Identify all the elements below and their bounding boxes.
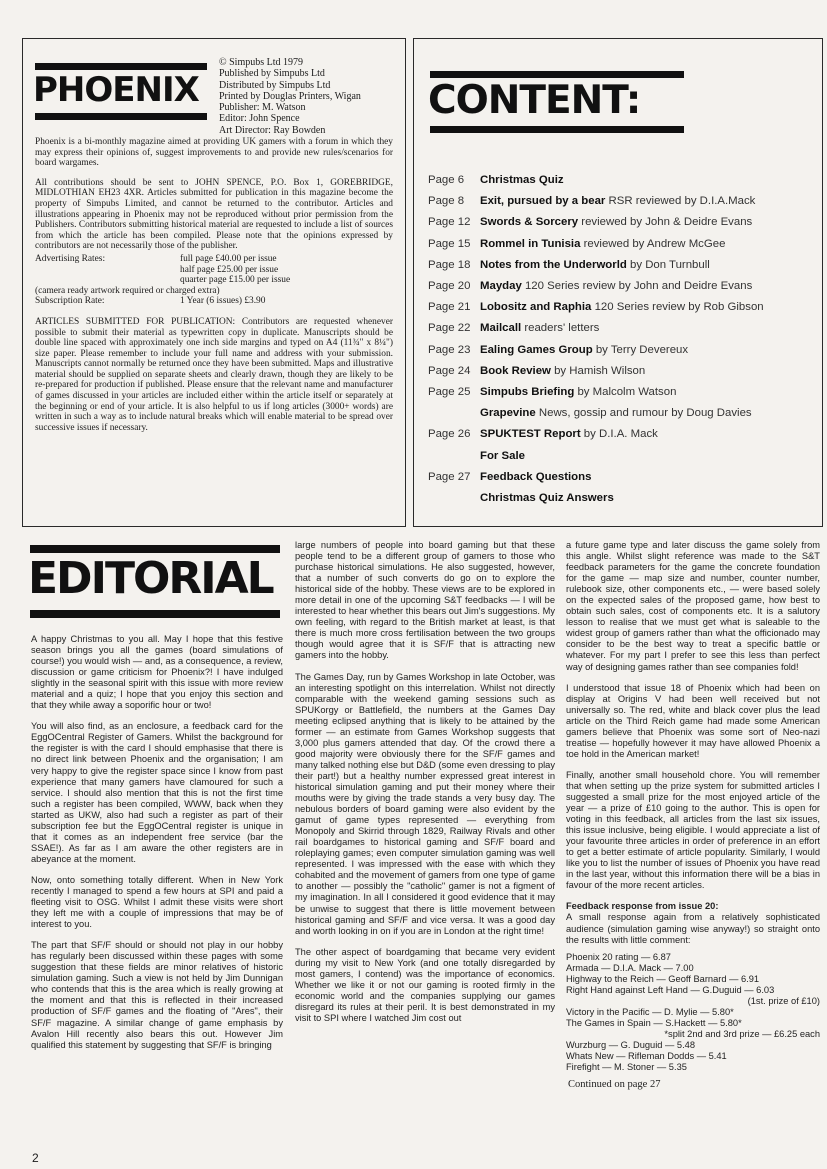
contents-row <box>428 344 688 362</box>
page-number: 2 <box>32 1151 39 1165</box>
contents-title: Book Review <box>480 364 551 377</box>
contents-title: Mayday <box>480 280 522 292</box>
result-row: (1st. prize of £10) <box>747 995 820 1006</box>
contents-title: Ealing Games Group <box>480 343 593 356</box>
result-row: Firefight — M. Stoner — 5.35 <box>566 1062 687 1073</box>
paragraph: The part that SF/F should or should not play in our hobby has regularly been discussed within these pages with some suggestion that these fields are minor relatives of historic simulation gaming. Such a view is not held by Jim Dunnigan who contends that this is the area which is really growing at the moment and that this is reflected in their increased production of SF/F games and the floating of "Ares", their SF/F magazine. A similar change of game emphasis by Avalon Hill recently also bears this out. However Jim qualified this statement by suggesting that SF/F is bringing <box>31 940 283 1050</box>
camera-note: (camera ready artwork required or charged extra) <box>35 285 220 296</box>
contents-description: by Malcolm Watson <box>577 386 677 398</box>
paragraph: The Games Day, run by Games Workshop in late October, was an interesting spotlight on this interrelation. Whilst not directly comparable with the weekend gaming sessions such as SPUKorgy or Battlefield, the numbers at the Games Day meeting eclipsed anything that is likely to be attained by the former — an estimate from Games Workshop suggests that 3,000 plus gamers attended that day. Of the crowd there a good majority were obviously there for the SF/F games and many talked nothing else but D&D (some even dressing to play their part!) but a healthy number expressed great interest in historical simulation gaming and put their money where their mouths were by giving the trade stands a very busy day. The nebulous borders of board gaming were also evident by the gamut of game types represented — everything from Monopoly and Skirrid through 1829, Railway Rivals and other rail boardgames to historical gaming and SF/F board and roleplaying games; even computer simulation gaming was well represented. I was impressed with the ease with which they cohabited and the movement of gamers from one type of game to another — possibly the "catholic" gamer is not a figment of my imagination. In all I considered it good evidence that it may be unwise to suggest that there is little movement between historical gaming and SF/F and vice versa. It was a good day and worth looking in on if you are in London at the right time! <box>295 671 555 936</box>
result-row: Armada — D.I.A. Mack — 7.00 <box>566 962 694 973</box>
contents-page-number: Page 27 <box>428 470 471 483</box>
result-row: Whats New — Rifleman Dodds — 5.41 <box>566 1051 727 1062</box>
contents-row <box>428 238 725 256</box>
masthead-panel <box>22 38 406 527</box>
contents-row <box>428 195 755 213</box>
articles-text: ARTICLES SUBMITTED FOR PUBLICATION: Contributors are requested whenever possible to submit their material as typewritten copy in duplicate. Manuscripts should be double line spaced with approximately one inch side margins and typed on A4 (11¾" x 8¼") size paper. Please remember to include your full name and address with your submission. Manuscripts cannot normally be returned once they have been submitted. Maps and illustrative material should be supplied on separate sheets and clearly drawn, though they are likely to be re-prepared for production if published. Please ensure that the relevant name and manufacturer of games discussed in your articles are included either within the article itself or separately at the beginning or end of your article. It is also helpful to us if long articles (3000+ words) are written in such a way as to include natural breaks which will enable material to be spread over successive issues if necessary. <box>35 316 393 433</box>
contents-page-number: Page 18 <box>428 258 471 271</box>
rate-row: full page £40.00 per issue <box>180 253 277 264</box>
contents-description: 120 Series review by Rob Gibson <box>594 301 764 314</box>
contents-title: Mailcall <box>480 322 522 335</box>
contents-page-number: Page 20 <box>428 280 471 292</box>
logo-bottom-rule <box>35 113 207 120</box>
phoenix-logo: PHOENIX <box>33 70 199 110</box>
credit-line: Published by Simpubs Ltd <box>219 68 325 80</box>
masthead-body <box>35 137 393 442</box>
contents-title: Grapevine <box>480 407 536 420</box>
result-row: Wurzburg — G. Duguid — 5.48 <box>566 1039 696 1050</box>
contents-row <box>480 407 752 425</box>
contents-description: by Terry Devereux <box>595 343 689 356</box>
contents-title: SPUKTEST Report <box>480 428 581 441</box>
contents-description: News, gossip and rumour by Doug Davies <box>538 407 752 420</box>
contents-page-number: Page 22 <box>428 322 471 335</box>
contents-page-number: Page 12 <box>428 216 471 229</box>
contents-row <box>428 174 564 192</box>
contents-row <box>428 301 764 319</box>
credit-line: Editor: John Spence <box>219 113 300 125</box>
paragraph: You will also find, as an enclosure, a feedback card for the EggOCentral Register of Gamers. Whilst the background for the register is with the card I should emphasise that there is no direct link between Phoenix and the organisation; I am very happy to give the register space since I know from past experience that many gamers have clamoured for such a service. I should also mention that this is not the first time such a register has been compiled, WWW, back when they started as UKW, also had such a register as part of their subscription fee but the EggOCentral register is unique in that it comes as an independent free service (bar the SSAE!). As far as I am aware the other registers are in abeyance at the moment. <box>31 721 283 864</box>
intro-text: Phoenix is a bi-monthly magazine aimed at providing UK gamers with a forum in which they may express their opinions of, suggest improvements to and provide new rules/scenarios for board wargames. <box>35 137 393 169</box>
feedback-results <box>566 952 820 1074</box>
rates-table <box>35 254 393 307</box>
contents-page-number: Page 15 <box>428 237 471 250</box>
feedback-heading: Feedback response from issue 20: <box>566 901 719 912</box>
contents-description: reviewed by John & Deidre Evans <box>581 216 753 229</box>
advertising-label: Advertising Rates: <box>35 253 106 264</box>
contents-page-number: Page 8 <box>428 195 465 208</box>
paragraph: The other aspect of boardgaming that became very evident during my visit to New York (and one totally disregarded by most gamers, I contend) was the importance of economics. Whether we like it or not our gaming is rooted firmly in the economic world and the companies supplying our games disregard its rules at their peril. It is best demonstrated in my visit to SPI where I watched Jim cost out <box>295 946 555 1023</box>
editorial-column-3 <box>566 540 820 1090</box>
credit-line: Distributed by Simpubs Ltd <box>219 79 331 91</box>
contents-page-number: Page 6 <box>428 174 465 186</box>
credit-line: Publisher: M. Watson <box>219 102 306 114</box>
publisher-credits <box>219 57 399 136</box>
contents-title: Rommel in Tunisia <box>480 237 581 250</box>
contents-title: Christmas Quiz Answers <box>480 492 614 504</box>
feedback-intro: A small response again from a relatively sophisticated audience (simulation gaming wise anyway!) so straight onto the results with little comment: <box>566 912 820 945</box>
editorial-top-rule <box>30 545 280 553</box>
credit-line: Art Director: Ray Bowden <box>219 124 326 136</box>
contents-title: Christmas Quiz <box>480 174 564 186</box>
contents-row <box>428 386 676 404</box>
contents-row <box>480 492 614 510</box>
contents-page-number: Page 21 <box>428 301 471 314</box>
contents-page-number: Page 25 <box>428 386 471 398</box>
subscription-value: 1 Year (6 issues) £3.90 <box>180 296 266 307</box>
logo-top-rule <box>35 63 207 70</box>
contents-description: by D.I.A. Mack <box>583 428 658 441</box>
contents-row <box>428 471 591 489</box>
contents-title: Feedback Questions <box>480 470 592 483</box>
contents-row <box>428 428 658 446</box>
contents-row <box>428 322 599 340</box>
continued-note: Continued on page 27 <box>568 1079 661 1091</box>
result-row: Victory in the Pacific — D. Mylie — 5.80* <box>566 1006 734 1017</box>
editorial-column-1 <box>31 634 283 1061</box>
contents-heading: CONTENT: <box>428 78 641 123</box>
contents-title: Notes from the Underworld <box>480 258 627 271</box>
editorial-column-2 <box>295 540 555 1034</box>
contents-row <box>428 280 752 298</box>
paragraph: a future game type and later discuss the game solely from this angle. Whilst slight reference was made to the S&T feedback parameters for the game the concrete foundation for the game — map size and number, counter number, rulebook size, other components etc., — were based solely on the expected sales of the proposed game, how best to obtain such sales, cost of components etc. It is a salutory lesson to realise that we must get what is saleable to the widest group of gamers rather than what the officionado may consider to be the best way to treat a specific battle or whatever. For my part I prefer to see this less than perfect way of designing games rather than see companies fold! <box>566 540 820 672</box>
credit-line: © Simpubs Ltd 1979 <box>219 57 303 68</box>
contents-description: 120 Series review by John and Deidre Evans <box>524 280 753 292</box>
paragraph: Now, onto something totally different. When in New York recently I managed to spend a few hours at SPI and paid a fleeting visit to OSG. Whilst I admit these visits were short they left me with a couple of impressions that may be of interest to you. <box>31 874 283 930</box>
rate-row: half page £25.00 per issue <box>180 264 279 275</box>
paragraph: I understood that issue 18 of Phoenix which had been on display at Origins V had been well received but not universally so. The red, white and black cover plus the lead article on the Third Reich game had made some American gamers believe that Phoenix was some sort of Neo-nazi treatise — hopefully however it may have allowed Phoenix a toe hold in the American market! <box>566 682 820 759</box>
contents-page-number: Page 24 <box>428 364 471 377</box>
result-row: Phoenix 20 rating — 6.87 <box>566 951 671 962</box>
result-row: Right Hand against Left Hand — G.Duguid — 6.03 <box>566 984 775 995</box>
contents-title: For Sale <box>480 449 525 462</box>
contributions-text: All contributions should be sent to JOHN SPENCE, P.O. Box 1, GOREBRIDGE, MIDLOTHIAN EH23 4XR. Articles submitted for publication in this magazine become the property of Simpubs Limited, and cannot be returned to the contributor. Articles and illustrations appearing in Phoenix may not be reproduced without prior permission from the Publishers. Contributors submitting historical material are requested to include a list of sources from which the article has been compiled. Please note that the opinions expressed by contributors are not necessarily those of the publisher. <box>35 177 393 252</box>
contents-page-number: Page 26 <box>428 428 471 441</box>
paragraph: Finally, another small household chore. You will remember that when setting up the prize system for submitted articles I suggested a small prize for the most enjoyed article of the year — a prize of £10 going to the author. This is open for voting in this feedback, all articles from the last six issues, this issue inclusive, being eligible. I would appreciate a list of your favourite three articles in order of preference in an effort to get a better estimate of article popularity. Similarly, I would like you to list the number of issues of Phoenix you have read in the last year, without this information there will be a bias in favour of the more recent articles. <box>566 769 820 891</box>
subscription-label: Subscription Rate: <box>35 296 105 307</box>
contents-description: by Hamish Wilson <box>554 364 646 377</box>
result-row: Highway to the Reich — Geoff Barnard — 6.91 <box>566 973 760 984</box>
contents-row <box>428 216 752 234</box>
result-row: *split 2nd and 3rd prize — £6.25 each <box>664 1028 820 1039</box>
result-row: The Games in Spain — S.Hackett — 5.80* <box>566 1017 742 1028</box>
contents-row <box>480 450 525 468</box>
paragraph: A happy Christmas to you all. May I hope that this festive season brings you all the games (board simulations of course!) you would wish — and, as a consequence, a review, discussion or game criticism for Phoenix?! I have indulged slightly in the seasonal spirit with this issue with more review material and a quiz; I hope that you enjoy this section and that they while away a soporific hour or two! <box>31 634 283 711</box>
contents-title: Lobositz and Raphia <box>480 301 592 314</box>
paragraph: large numbers of people into board gaming but that these people tend to be a different group of gamers to those who purchase historical simulations. He also suggested, however, that a number of such converts do go on to explore the historical side of the hobby. These views are to be explored in more detail in one of the upcoming S&T feedbacks — I will be interested to hear whether this bears out Jim's suggestions. My own feeling, with regard to the British market at least, is that there is much more cross fertilisation between the two groups though would agree that it is SF/F that is attracting new gamers into the hobby. <box>295 540 555 661</box>
editorial-heading: EDITORIAL <box>28 553 273 604</box>
contents-description: by Don Turnbull <box>630 258 710 271</box>
contents-title: Swords & Sorcery <box>480 216 579 229</box>
contents-row <box>428 259 710 277</box>
contents-page-number: Page 23 <box>428 343 471 356</box>
contents-description: readers' letters <box>524 322 600 335</box>
credit-line: Printed by Douglas Printers, Wigan <box>219 90 361 102</box>
rate-row: quarter page £15.00 per issue <box>180 275 291 286</box>
contents-top-rule <box>430 71 684 78</box>
contents-panel <box>413 38 823 527</box>
contents-description: RSR reviewed by D.I.A.Mack <box>608 195 756 208</box>
contents-row <box>428 365 645 383</box>
contents-title: Exit, pursued by a bear <box>480 195 606 208</box>
contents-title: Simpubs Briefing <box>480 386 575 398</box>
contents-description: reviewed by Andrew McGee <box>583 237 726 250</box>
editorial-bottom-rule <box>30 610 280 618</box>
contents-bottom-rule <box>430 126 684 133</box>
